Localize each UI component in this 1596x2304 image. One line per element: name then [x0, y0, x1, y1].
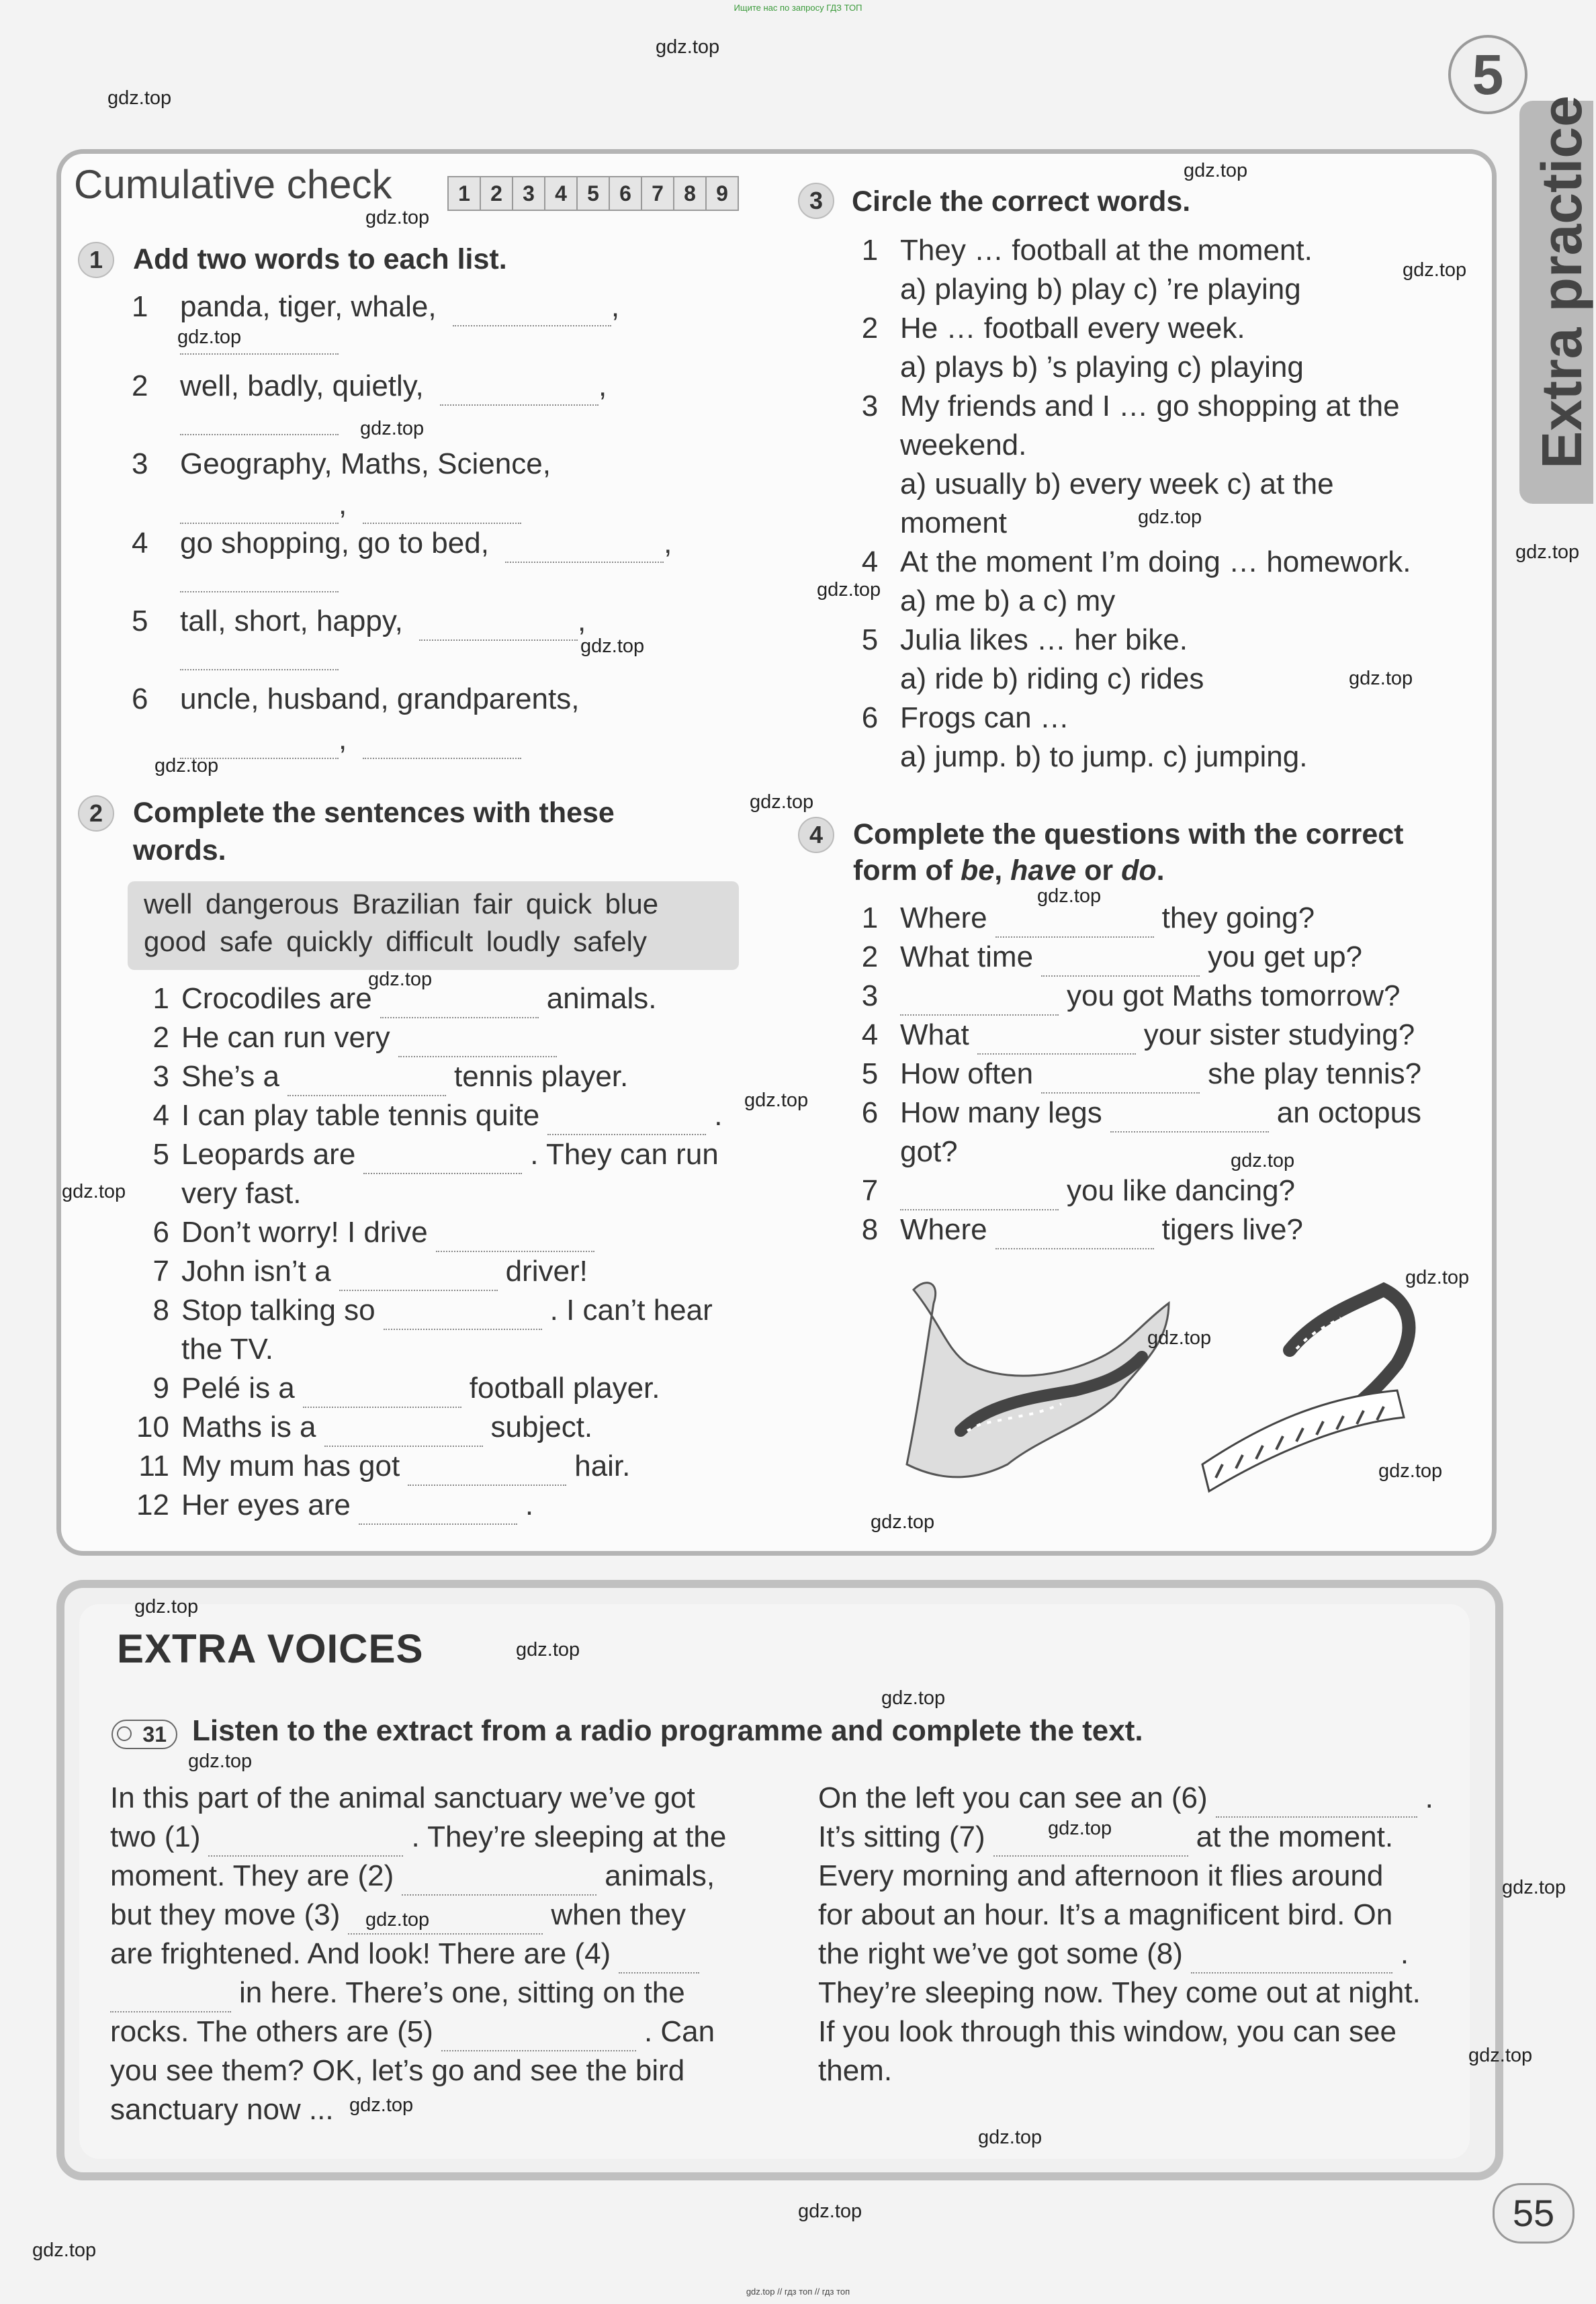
item-number: 5	[861, 1057, 879, 1090]
extra-voices-line	[110, 2090, 334, 2129]
item-text: Stop talking so	[181, 1294, 375, 1327]
passage-text: It’s sitting (7)	[818, 1820, 985, 1853]
item-text: Her eyes are	[181, 1489, 351, 1521]
ex3-line	[840, 387, 1400, 426]
item-text: a) jump. b) to jump. c) jumping.	[900, 740, 1308, 773]
ex4-item	[840, 1094, 1421, 1133]
answer-blank[interactable]	[441, 2023, 636, 2051]
item-text-after: you got Maths tomorrow?	[1067, 979, 1401, 1012]
ex2-item	[121, 1291, 713, 1330]
item-text-after: your sister studying?	[1143, 1018, 1415, 1051]
watermark: gdz.top	[365, 1909, 430, 1931]
extra-voices-line	[110, 2051, 684, 2090]
item-text: Leopards are	[181, 1138, 356, 1171]
watermark: gdz.top	[1349, 668, 1413, 689]
answer-blank[interactable]	[547, 1107, 706, 1135]
watermark: gdz.top	[1184, 160, 1248, 181]
item-text: a) playing b) play c) ’re playing	[900, 273, 1301, 306]
item-text-after: tennis player.	[453, 1060, 629, 1093]
item-text: Frogs can …	[900, 701, 1069, 734]
answer-blank[interactable]	[208, 1828, 403, 1857]
item-text-after: .	[525, 1489, 534, 1521]
item-number: 8	[861, 1213, 879, 1246]
item-number: 7	[152, 1255, 169, 1288]
ex3-line	[840, 426, 1026, 465]
item-text-after: football player.	[469, 1372, 660, 1405]
watermark: gdz.top	[1147, 1327, 1212, 1349]
item-number: 8	[152, 1294, 169, 1327]
exercise-2-title-line1: Complete the sentences with these	[133, 797, 615, 829]
step-9: 9	[705, 176, 739, 211]
answer-blank[interactable]	[359, 1497, 517, 1525]
item-number: 4	[861, 1018, 879, 1051]
answer-blank[interactable]	[1216, 1789, 1417, 1818]
watermark: gdz.top	[349, 2094, 414, 2116]
ex2-item	[121, 1369, 660, 1408]
answer-blank[interactable]	[1191, 1945, 1392, 1974]
watermark: gdz.top	[365, 207, 430, 228]
item-text: What time	[900, 940, 1034, 973]
answer-blank[interactable]	[384, 1302, 542, 1330]
watermark: gdz.top	[1502, 1877, 1566, 1898]
step-8: 8	[673, 176, 707, 211]
item-text: weekend.	[900, 429, 1027, 461]
answer-blank[interactable]	[419, 613, 578, 641]
answer-blank[interactable]	[505, 535, 664, 563]
watermark: gdz.top	[1138, 506, 1202, 528]
track-number: 31	[142, 1722, 167, 1746]
watermark: gdz.top	[1378, 1460, 1443, 1482]
watermark: gdz.top	[134, 1596, 199, 1618]
item-text: How many legs	[900, 1096, 1102, 1129]
ex1-item-3-blanks: ,	[180, 485, 521, 524]
item-text: a) usually b) every week c) at the	[900, 468, 1334, 500]
item-text: moment	[900, 506, 1007, 539]
passage-text: but they move (3)	[110, 1898, 341, 1931]
step-6: 6	[609, 176, 642, 211]
extra-voices-line	[110, 1857, 715, 1896]
exercise-3-number: 3	[798, 183, 834, 219]
passage-text: .	[1425, 1781, 1433, 1814]
passage-text: you see them? OK, let’s go and see the bird	[110, 2054, 685, 2087]
item-text: got?	[900, 1135, 958, 1168]
ex2-item	[121, 1330, 273, 1369]
passage-text: in here. There’s one, sitting on the	[239, 1976, 685, 2009]
item-text-after: driver!	[505, 1255, 588, 1288]
step-3: 3	[512, 176, 545, 211]
watermark: gdz.top	[32, 2240, 97, 2261]
cd-icon	[117, 1726, 132, 1741]
watermark: gdz.top	[1048, 1818, 1112, 1839]
item-text: Where	[900, 901, 987, 934]
item-text: John isn’t a	[181, 1255, 331, 1288]
item-number: 1	[861, 901, 879, 934]
watermark: gdz.top	[516, 1639, 580, 1660]
ex2-item	[121, 1447, 630, 1486]
item-text: He … football every week.	[900, 312, 1245, 345]
item-number: 3	[152, 1060, 169, 1093]
watermark: gdz.top	[1403, 259, 1467, 281]
passage-text: On the left you can see an (6)	[818, 1781, 1208, 1814]
item-text-after: subject.	[490, 1411, 593, 1444]
item-text-after: they going?	[1161, 901, 1315, 934]
answer-blank[interactable]	[287, 1068, 446, 1096]
item-text: What	[900, 1018, 969, 1051]
item-number: 2	[861, 940, 879, 973]
ex1-item-1: 1 panda, tiger, whale, ,	[132, 287, 619, 326]
word-box-row-1: well dangerous Brazilian fair quick blue	[144, 888, 659, 920]
item-text-after: she play tennis?	[1208, 1057, 1422, 1090]
item-text-after: . I can’t hear	[549, 1294, 713, 1327]
ex2-item	[121, 1408, 592, 1447]
side-tab-label: Extra practice	[1530, 95, 1593, 469]
item-number: 5	[152, 1138, 169, 1171]
page-number: 55	[1493, 2183, 1575, 2244]
extra-voices-line	[818, 2051, 892, 2090]
passage-text: If you look through this window, you can see	[818, 2015, 1396, 2048]
passage-text: In this part of the animal sanctuary we’ve got	[110, 1781, 695, 1814]
ex1-item-4: 4 go shopping, go to bed, ,	[132, 524, 672, 563]
answer-blank[interactable]	[1041, 1065, 1200, 1094]
watermark: gdz.top	[978, 2127, 1043, 2148]
ex3-line	[840, 582, 1115, 621]
watermark: gdz.top	[188, 1751, 253, 1772]
item-text-after: . They can run	[530, 1138, 719, 1171]
item-text: My friends and I … go shopping at the	[900, 390, 1400, 423]
item-number: 7	[861, 1174, 879, 1207]
watermark: gdz.top	[1515, 541, 1580, 563]
extra-voices-title: EXTRA VOICES	[117, 1626, 424, 1671]
ex2-item	[121, 1213, 603, 1252]
watermark: gdz.top	[871, 1511, 935, 1533]
extra-voices-line	[818, 2012, 1396, 2051]
extra-voices-line	[110, 1935, 707, 1974]
ex2-item	[121, 1252, 588, 1291]
answer-blank[interactable]	[995, 910, 1154, 938]
item-number: 10	[136, 1411, 169, 1444]
item-number: 1	[861, 234, 879, 267]
watermark: gdz.top	[580, 635, 645, 657]
watermark: gdz.top	[750, 791, 814, 813]
answer-blank[interactable]	[900, 1182, 1059, 1210]
ex2-item	[121, 1096, 722, 1135]
ex4-item	[840, 1210, 1303, 1249]
watermark: gdz.top	[368, 969, 433, 990]
item-text: Julia likes … her bike.	[900, 623, 1188, 656]
answer-blank[interactable]	[324, 1419, 483, 1447]
ex3-line	[840, 465, 1334, 504]
answer-blank[interactable]	[180, 564, 339, 592]
ex3-line	[840, 699, 1069, 738]
top-banner: Ищите нас по запросу ГДЗ ТОП	[734, 3, 862, 13]
passage-text: for about an hour. It’s a magnificent bird. On	[818, 1898, 1393, 1931]
item-text: very fast.	[181, 1177, 302, 1210]
answer-blank[interactable]	[380, 990, 539, 1018]
ex4-item	[840, 1171, 1295, 1210]
answer-blank[interactable]	[363, 1146, 522, 1174]
exercise-1-number: 1	[78, 242, 114, 278]
step-4: 4	[544, 176, 578, 211]
answer-blank[interactable]	[1041, 948, 1200, 977]
watermark: gdz.top	[1037, 885, 1102, 907]
item-text: I can play table tennis quite	[181, 1099, 540, 1132]
extra-voices-line	[818, 1974, 1421, 2012]
ex1-item-5: 5 tall, short, happy, ,	[132, 602, 586, 641]
item-text: a) me b) a c) my	[900, 584, 1116, 617]
ex2-item	[121, 1018, 565, 1057]
item-number: 12	[136, 1489, 169, 1521]
passage-text: animals,	[605, 1859, 715, 1892]
item-text-after: animals.	[546, 982, 657, 1015]
item-text: the TV.	[181, 1333, 274, 1366]
footer-text: gdz.top // гдз топ // гдз топ	[746, 2287, 850, 2297]
extra-voices-line	[110, 1974, 685, 2012]
passage-text: two (1)	[110, 1820, 201, 1853]
passage-text: . Can	[644, 2015, 715, 2048]
item-text: a) ride b) riding c) rides	[900, 662, 1204, 695]
item-number: 9	[152, 1372, 169, 1405]
watermark: gdz.top	[744, 1090, 809, 1111]
ex3-line	[840, 348, 1304, 387]
passage-text: They’re sleeping now. They come out at night.	[818, 1976, 1421, 2009]
answer-blank[interactable]	[900, 987, 1059, 1016]
answer-blank[interactable]	[453, 298, 611, 326]
item-text: My mum has got	[181, 1450, 400, 1482]
cumulative-title: Cumulative check	[74, 162, 392, 207]
item-text-after: an octopus	[1276, 1096, 1422, 1129]
item-text: At the moment I’m doing … homework.	[900, 545, 1411, 578]
exercise-1-title: Add two words to each list.	[133, 243, 507, 275]
passage-text: rocks. The others are (5)	[110, 2015, 433, 2048]
item-number: 2	[152, 1021, 169, 1054]
item-text-after: you like dancing?	[1067, 1174, 1296, 1207]
passage-text: .	[1400, 1937, 1409, 1970]
ex3-line	[840, 270, 1301, 309]
passage-text: . They’re sleeping at the	[411, 1820, 727, 1853]
answer-blank[interactable]	[995, 1221, 1154, 1249]
item-number: 2	[861, 312, 879, 345]
extra-voices-line	[110, 1779, 695, 1818]
watermark: gdz.top	[1468, 2045, 1533, 2066]
exercise-4-title-line1: Complete the questions with the correct	[853, 818, 1404, 850]
watermark: gdz.top	[177, 326, 242, 348]
extra-voices-instruction: Listen to the extract from a radio programme and complete the text.	[192, 1714, 1143, 1747]
passage-text: at the moment.	[1196, 1820, 1394, 1853]
item-number: 6	[861, 701, 879, 734]
exercise-4-number: 4	[798, 817, 834, 853]
answer-blank[interactable]	[408, 1458, 566, 1486]
item-number: 11	[138, 1450, 169, 1482]
exercise-2-title-line2: words.	[133, 834, 226, 867]
audio-track-badge[interactable]	[112, 1720, 177, 1749]
exercise-2-number: 2	[78, 795, 114, 832]
ex3-line	[840, 660, 1204, 699]
item-text: She’s a	[181, 1060, 279, 1093]
passage-text: the right we’ve got some (8)	[818, 1937, 1183, 1970]
ex3-line	[840, 621, 1188, 660]
passage-text: Every morning and afternoon it flies around	[818, 1859, 1384, 1892]
ex2-item	[121, 1486, 533, 1525]
item-text: How often	[900, 1057, 1034, 1090]
extra-voices-line	[110, 1818, 726, 1857]
extra-voices-line	[818, 1896, 1392, 1935]
watermark: gdz.top	[656, 36, 720, 58]
extra-voices-line	[818, 1779, 1433, 1818]
passage-text: are frightened. And look! There are (4)	[110, 1937, 611, 1970]
answer-blank[interactable]	[398, 1029, 557, 1057]
passage-text: them.	[818, 2054, 893, 2087]
extra-voices-line	[818, 1935, 1409, 1974]
ex2-item	[121, 1135, 719, 1174]
item-text-after: hair.	[574, 1450, 631, 1482]
item-text-after: tigers live?	[1161, 1213, 1303, 1246]
passage-text: moment. They are (2)	[110, 1859, 394, 1892]
watermark: gdz.top	[154, 755, 219, 777]
ex3-line	[840, 543, 1411, 582]
answer-blank[interactable]	[180, 496, 339, 524]
ex3-line	[840, 738, 1307, 777]
answer-blank[interactable]	[440, 378, 598, 406]
ex3-line	[840, 504, 1007, 543]
ex4-item	[840, 1133, 958, 1171]
watermark: gdz.top	[360, 418, 425, 439]
word-box-row-2: good safe quickly difficult loudly safely	[144, 926, 647, 957]
answer-blank[interactable]	[180, 642, 339, 670]
item-number: 3	[861, 390, 879, 423]
answer-blank[interactable]	[619, 1945, 699, 1974]
answer-blank[interactable]	[180, 407, 339, 435]
item-text: Pelé is a	[181, 1372, 295, 1405]
unit-number-badge: 5	[1448, 35, 1527, 114]
watermark: gdz.top	[1405, 1267, 1470, 1288]
item-text: He can run very	[181, 1021, 390, 1054]
watermark: gdz.top	[881, 1687, 946, 1709]
answer-blank[interactable]	[1110, 1104, 1269, 1133]
item-number: 1	[152, 982, 169, 1015]
answer-blank[interactable]	[402, 1867, 596, 1896]
answer-blank[interactable]	[977, 1026, 1136, 1055]
ex2-item	[121, 1057, 628, 1096]
item-text: They … football at the moment.	[900, 234, 1313, 267]
item-number: 6	[152, 1216, 169, 1249]
answer-blank[interactable]	[110, 1984, 231, 2012]
item-text: Where	[900, 1213, 987, 1246]
ex4-item	[840, 1055, 1421, 1094]
watermark: gdz.top	[817, 579, 881, 601]
item-text: Maths is a	[181, 1411, 316, 1444]
watermark: gdz.top	[1231, 1150, 1295, 1171]
watermark: gdz.top	[107, 87, 172, 109]
answer-blank[interactable]	[363, 731, 521, 759]
item-number: 6	[861, 1096, 879, 1129]
watermark: gdz.top	[62, 1181, 126, 1202]
item-number: 4	[152, 1099, 169, 1132]
item-text-after: you get up?	[1208, 940, 1363, 973]
passage-text: sanctuary now ...	[110, 2093, 334, 2126]
item-text-after: .	[714, 1099, 723, 1132]
item-text: a) plays b) ’s playing c) playing	[900, 351, 1304, 384]
item-text: Crocodiles are	[181, 982, 372, 1015]
ex4-item	[840, 977, 1400, 1016]
step-5: 5	[576, 176, 610, 211]
passage-text: when they	[551, 1898, 686, 1931]
ex2-item	[121, 1174, 302, 1213]
ex1-item-6-blanks: ,	[180, 720, 521, 759]
step-1: 1	[447, 176, 481, 211]
extra-voices-line	[110, 2012, 715, 2051]
item-number: 3	[861, 979, 879, 1012]
item-text: Don’t worry! I drive	[181, 1216, 428, 1249]
step-2: 2	[480, 176, 513, 211]
ex4-item	[840, 1016, 1415, 1055]
answer-blank[interactable]	[363, 496, 521, 524]
answer-blank[interactable]	[436, 1224, 594, 1252]
ex3-line	[840, 231, 1313, 270]
item-number: 4	[861, 545, 879, 578]
exercise-3-title: Circle the correct words.	[852, 185, 1191, 218]
ex1-item-6: 6 uncle, husband, grandparents,	[132, 682, 580, 715]
ex1-item-2: 2 well, badly, quietly, ,	[132, 367, 607, 406]
answer-blank[interactable]	[303, 1380, 461, 1408]
step-7: 7	[641, 176, 674, 211]
answer-blank[interactable]	[339, 1263, 498, 1291]
extra-voices-line	[818, 1857, 1383, 1896]
watermark: gdz.top	[798, 2201, 862, 2222]
exercise-4-title-line2: form of be, have or do.	[853, 854, 1165, 887]
item-number: 5	[861, 623, 879, 656]
unit-steps	[447, 176, 738, 208]
ex1-item-3: 3 Geography, Maths, Science,	[132, 447, 551, 480]
ex4-item	[840, 938, 1362, 977]
ex3-line	[840, 309, 1245, 348]
